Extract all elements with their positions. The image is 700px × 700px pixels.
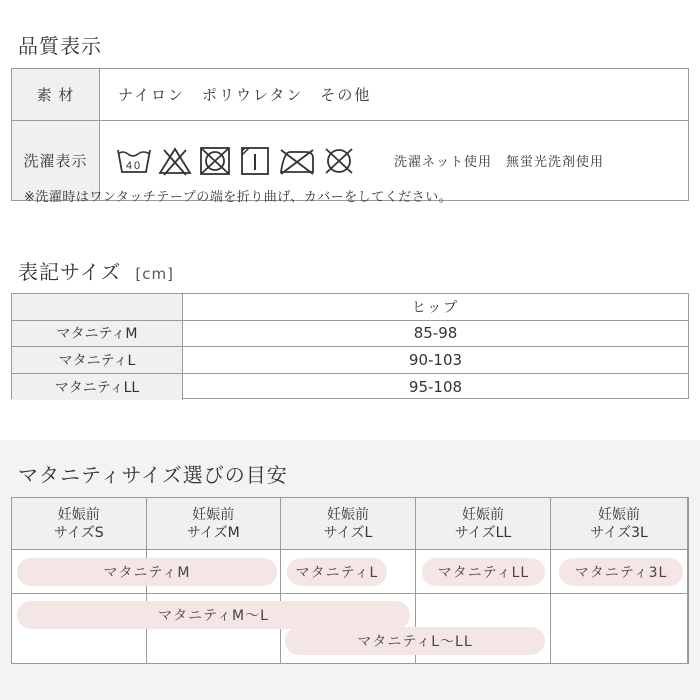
guide-header-line1: 妊娠前 [327,506,369,523]
table-row [12,321,688,348]
guide-header-line2: サイズ3L [590,524,648,541]
guide-column-header [12,498,146,550]
wash-note: 洗濯ネット使用 無蛍光洗剤使用 [394,155,605,170]
guide-column-header [416,498,550,550]
size-table [11,293,689,399]
wash-40-icon [116,146,152,176]
guide-column-header [147,498,281,550]
material-value: ナイロン ポリウレタン その他 [118,86,372,104]
maternity-size-pill: マタニティM [17,558,277,586]
size-row-value: 95-108 [408,377,463,396]
guide-header-line1: 妊娠前 [462,506,504,523]
guide-table [11,497,689,664]
guide-column-header [551,498,687,550]
material-label: 素 材 [12,69,100,120]
size-row-label: マタニティL [12,347,183,373]
table-row [12,347,688,374]
guide-header-line2: サイズM [186,524,240,541]
guide-header-line1: 妊娠前 [57,506,100,523]
guide-title: マタニティサイズ選びの目安 [18,463,288,487]
size-row-label: マタニティM [12,321,183,347]
material-row [12,69,688,121]
wash-icons [116,146,356,176]
quality-table [11,68,689,201]
no-dry-clean-icon [322,146,356,176]
size-header-blank [12,294,183,320]
maternity-range-pill: マタニティM～L [17,601,410,629]
guide-header-line1: 妊娠前 [192,506,235,523]
guide-header-line1: 妊娠前 [598,506,640,523]
size-row-value: 85-98 [413,324,458,343]
maternity-size-pill: マタニティLL [422,558,545,586]
guide-row-divider [12,593,688,594]
size-unit: [cm] [135,265,174,283]
guide-header-line2: サイズL [323,524,373,541]
maternity-size-pill: マタニティ3L [559,558,683,586]
quality-title: 品質表示 [18,34,102,58]
size-title [18,256,174,285]
line-dry-shade-icon [238,146,272,176]
iron-low-icon [278,146,316,176]
size-column-header: ヒップ [411,299,460,316]
guide-header-line2: サイズS [53,524,104,541]
wash-label: 洗濯表示 [12,121,100,200]
wash-instruction-note: ※洗濯時はワンタッチテープの端を折り曲げ、カバーをしてください。 [24,190,453,205]
maternity-size-pill: マタニティL [287,558,387,586]
no-bleach-icon [158,146,192,176]
guide-column-header [281,498,415,550]
size-header-row [12,294,688,321]
no-tumble-dry-icon [198,146,232,176]
size-row-value: 90-103 [408,350,463,369]
size-row-label: マタニティLL [12,374,183,401]
table-row [12,374,688,401]
guide-header-line2: サイズLL [454,524,512,541]
size-title-text: 表記サイズ [18,260,122,284]
maternity-range-pill: マタニティL～LL [285,627,545,655]
wash-temp-label: 40 [125,159,143,172]
